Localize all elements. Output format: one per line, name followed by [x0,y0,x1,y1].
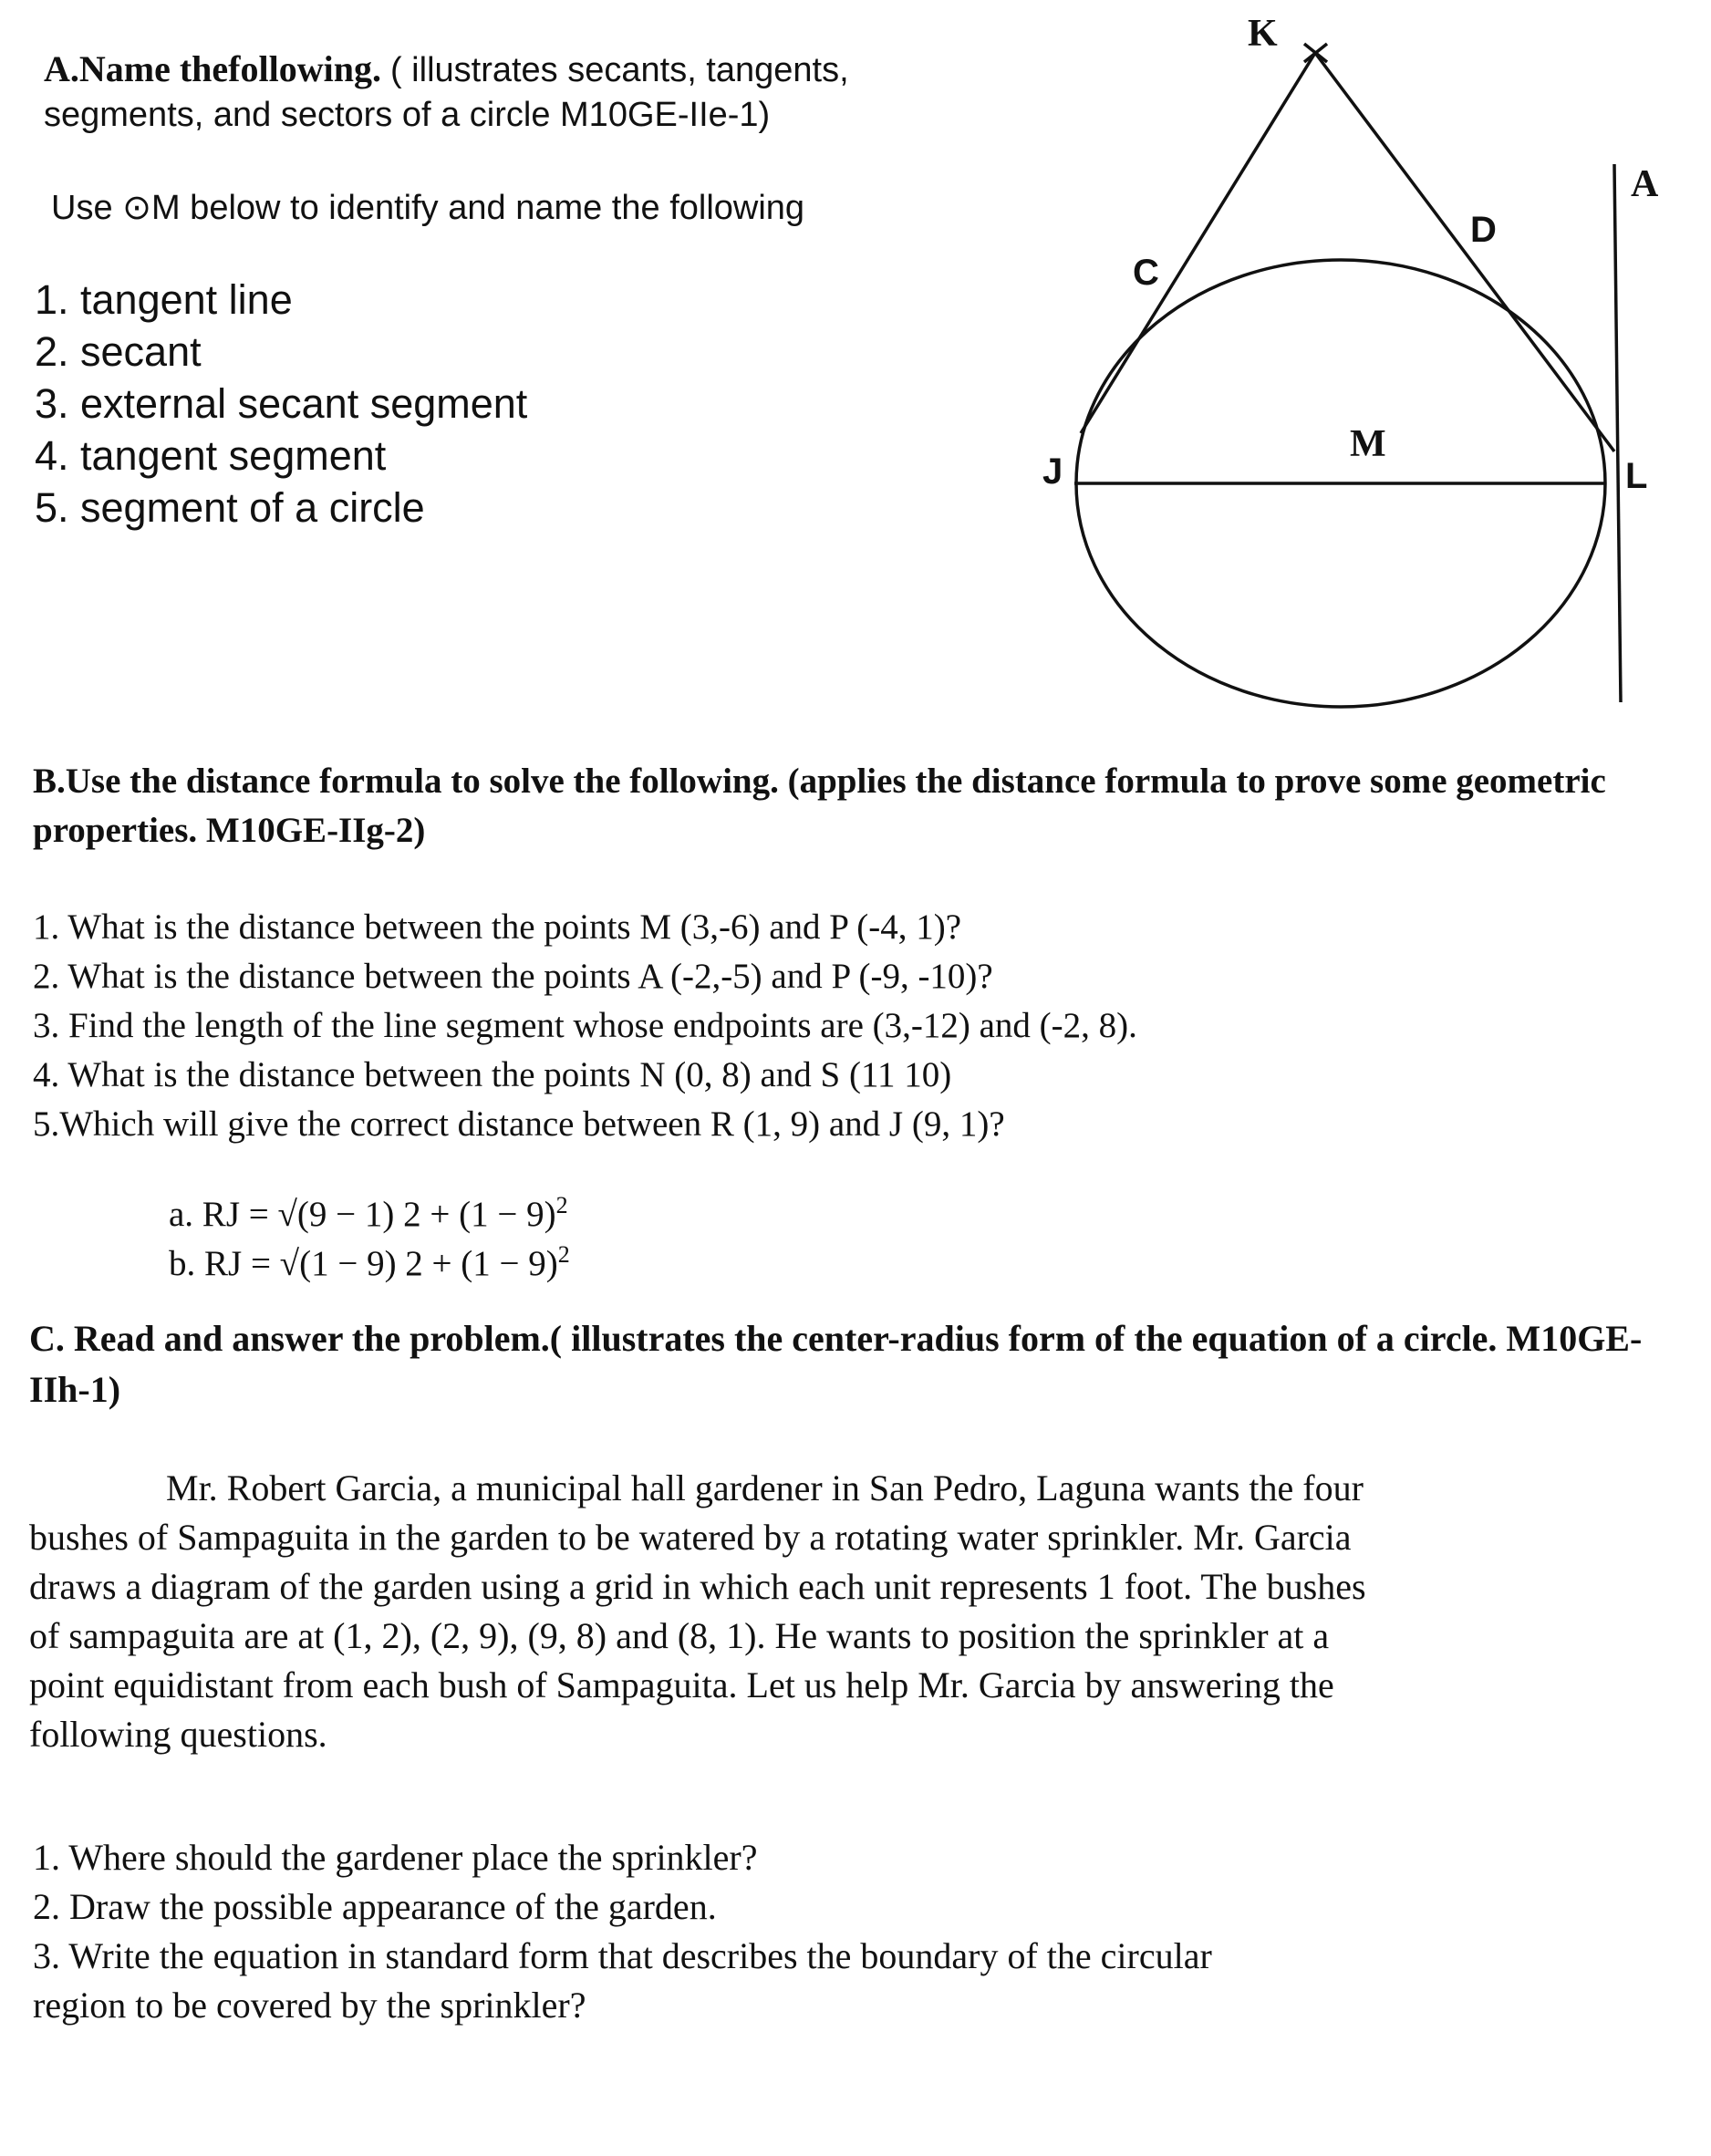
label-m: M [1350,423,1386,465]
option-b: b. RJ = √(1 − 9) $2 + (1 - 9)^2$ [169,1241,570,1283]
label-j: J [1042,451,1063,492]
label-d: D [1470,210,1497,250]
circle-diagram [1021,0,1711,730]
label-a: A [1631,163,1659,205]
section-a-instruction: Use ⊙M below to identify and name the following [51,189,805,227]
section-c-questions [33,1833,1310,2030]
section-c-question: 2. Draw the possible appearance of the garden. [33,1886,717,1927]
tangent-line-a [1614,164,1621,702]
section-a-competency-line2: segments, and sectors of a circle M10GE-IIe-1) [44,96,771,134]
section-b-item: 2. What is the distance between the points A (-2,-5) and P (-9, -10)? [33,957,993,996]
section-a-heading [44,47,849,137]
problem-text: Mr. Robert Garcia, a municipal hall gardener in San Pedro, Laguna wants the four bushes of Sampaguita in the garden to be watered by a rotating water sprinkler. Mr. Garcia draws a diagram of the garden using a grid in which each unit represents 1 foot. The bushes of sampaguita are at (1, 2), (2, 9), (9, 8) and (8, 1). He wants to position the sprinkler at a point equidistant from each bush of Sampaguita. Let us help Mr. Garcia by answering the following questions. [29,1467,1366,1755]
section-b-item: 4. What is the distance between the points N (0, 8) and S (11 10) [33,1055,952,1094]
section-a-list [35,274,527,534]
secant-kc [1081,53,1315,433]
section-c-problem [29,1464,1370,1759]
section-a-item: 3. external secant segment [35,380,528,427]
label-l: L [1625,456,1648,496]
section-a-item: 5. segment of a circle [35,484,425,531]
section-c-heading: C. Read and answer the problem.( illustrates the center-radius form of the equation of a circle. M10GE-IIh-1) [29,1318,1643,1410]
section-a-item: 1. tangent line [35,276,293,323]
section-b-list [33,903,1137,1149]
section-c-question: 1. Where should the gardener place the sprinkler? [33,1837,758,1878]
section-a-item: 4. tangent segment [35,432,387,479]
section-a-title: A.Name thefollowing. [44,48,381,89]
section-b-item: 5.Which will give the correct distance between R (1, 9) and J (9, 1)? [33,1104,1005,1144]
section-b-item: 3. Find the length of the line segment whose endpoints are (3,-12) and (-2, 8). [33,1006,1137,1045]
section-a-competency-line1: ( illustrates secants, tangents, [389,51,849,89]
section-b-item: 1. What is the distance between the points M (3,-6) and P (-4, 1)? [33,907,962,947]
label-c: C [1133,253,1159,293]
section-a-item: 2. secant [35,328,202,375]
section-b-heading: B.Use the distance formula to solve the following. (applies the distance formula to prove some geometric properties. M10GE-IIg-2) [33,762,1606,850]
section-c-question: 3. Write the equation in standard form that describes the boundary of the circular region to be covered by the sprinkler? [33,1935,1212,2026]
label-k: K [1248,13,1278,55]
section-b-options [169,1190,570,1289]
option-a: a. RJ = √(9 − 1) $2 + (1 - 9)^2$ [169,1192,568,1234]
secant-kd [1315,53,1614,451]
